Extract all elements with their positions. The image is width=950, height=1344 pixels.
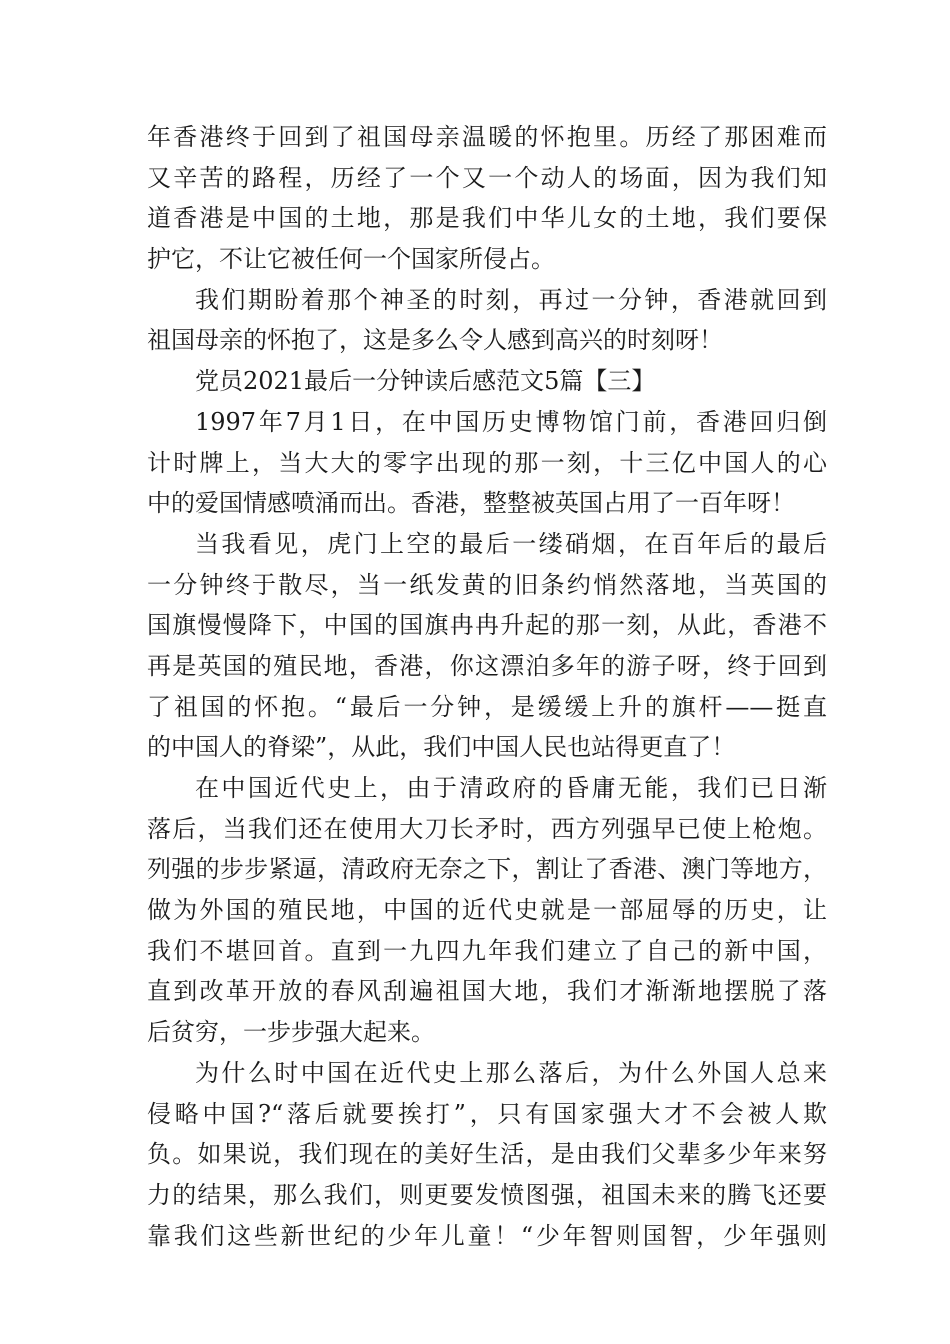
text-line: 道香港是中国的土地，那是我们中华儿女的土地，我们要保: [147, 204, 827, 233]
text-line: 为什么时中国在近代史上那么落后，为什么外国人总来: [195, 1058, 827, 1087]
text-line: 了祖国的怀抱。“最后一分钟，是缓缓上升的旗杆——挺直: [147, 692, 827, 721]
text-line: 靠我们这些新世纪的少年儿童！“少年智则国智，少年强则: [147, 1221, 827, 1250]
article-body: [147, 117, 827, 1256]
text-line: 年香港终于回到了祖国母亲温暖的怀抱里。历经了那困难而: [147, 123, 827, 151]
text-line: 做为外国的殖民地，中国的近代史就是一部屈辱的历史，让: [147, 896, 827, 925]
text-line: 祖国母亲的怀抱了，这是多么令人感到高兴的时刻呀！: [147, 326, 723, 355]
text-line: 中的爱国情感喷涌而出。香港，整整被英国占用了一百年呀！: [147, 489, 795, 518]
text-line: 当我看见，虎门上空的最后一缕硝烟，在百年后的最后: [195, 529, 827, 558]
text-line: 计时牌上，当大大的零字出现的那一刻，十三亿中国人的心: [147, 448, 827, 477]
text-line: 国旗慢慢降下，中国的国旗冉冉升起的那一刻，从此，香港不: [147, 611, 827, 640]
text-line: 再是英国的殖民地，香港，你这漂泊多年的游子呀，终于回到: [147, 651, 827, 680]
text-line: 落后，当我们还在使用大刀长矛时，西方列强早已使上枪炮。: [147, 814, 827, 843]
text-line: 我们期盼着那个神圣的时刻，再过一分钟，香港就回到: [195, 285, 827, 314]
text-line: 后贫穷，一步步强大起来。: [147, 1018, 435, 1047]
text-line: 列强的步步紧逼，清政府无奈之下，割让了香港、澳门等地方，: [147, 855, 827, 884]
section-heading: 党员2021最后一分钟读后感范文5篇【三】: [195, 367, 656, 396]
text-line: 侵略中国?“落后就要挨打”，只有国家强大才不会被人欺: [147, 1099, 827, 1128]
text-line: 在中国近代史上，由于清政府的昏庸无能，我们已日渐: [195, 774, 827, 802]
text-line: 负。如果说，我们现在的美好生活，是由我们父辈多少年来努: [147, 1140, 827, 1169]
text-line: 1997年7月1日，在中国历史博物馆门前，香港回归倒: [195, 407, 827, 436]
text-line: 又辛苦的路程，历经了一个又一个动人的场面，因为我们知: [147, 163, 827, 192]
text-line: 一分钟终于散尽，当一纸发黄的旧条约悄然落地，当英国的: [147, 570, 827, 599]
text-line: 力的结果，那么我们，则更要发愤图强，祖国未来的腾飞还要: [147, 1180, 827, 1209]
text-line: 直到改革开放的春风刮遍祖国大地，我们才渐渐地摆脱了落: [147, 977, 827, 1006]
text-line: 护它，不让它被任何一个国家所侵占。: [147, 245, 555, 274]
text-line: 的中国人的脊梁”，从此，我们中国人民也站得更直了！: [147, 733, 736, 762]
text-line: 我们不堪回首。直到一九四九年我们建立了自己的新中国，: [147, 936, 827, 965]
